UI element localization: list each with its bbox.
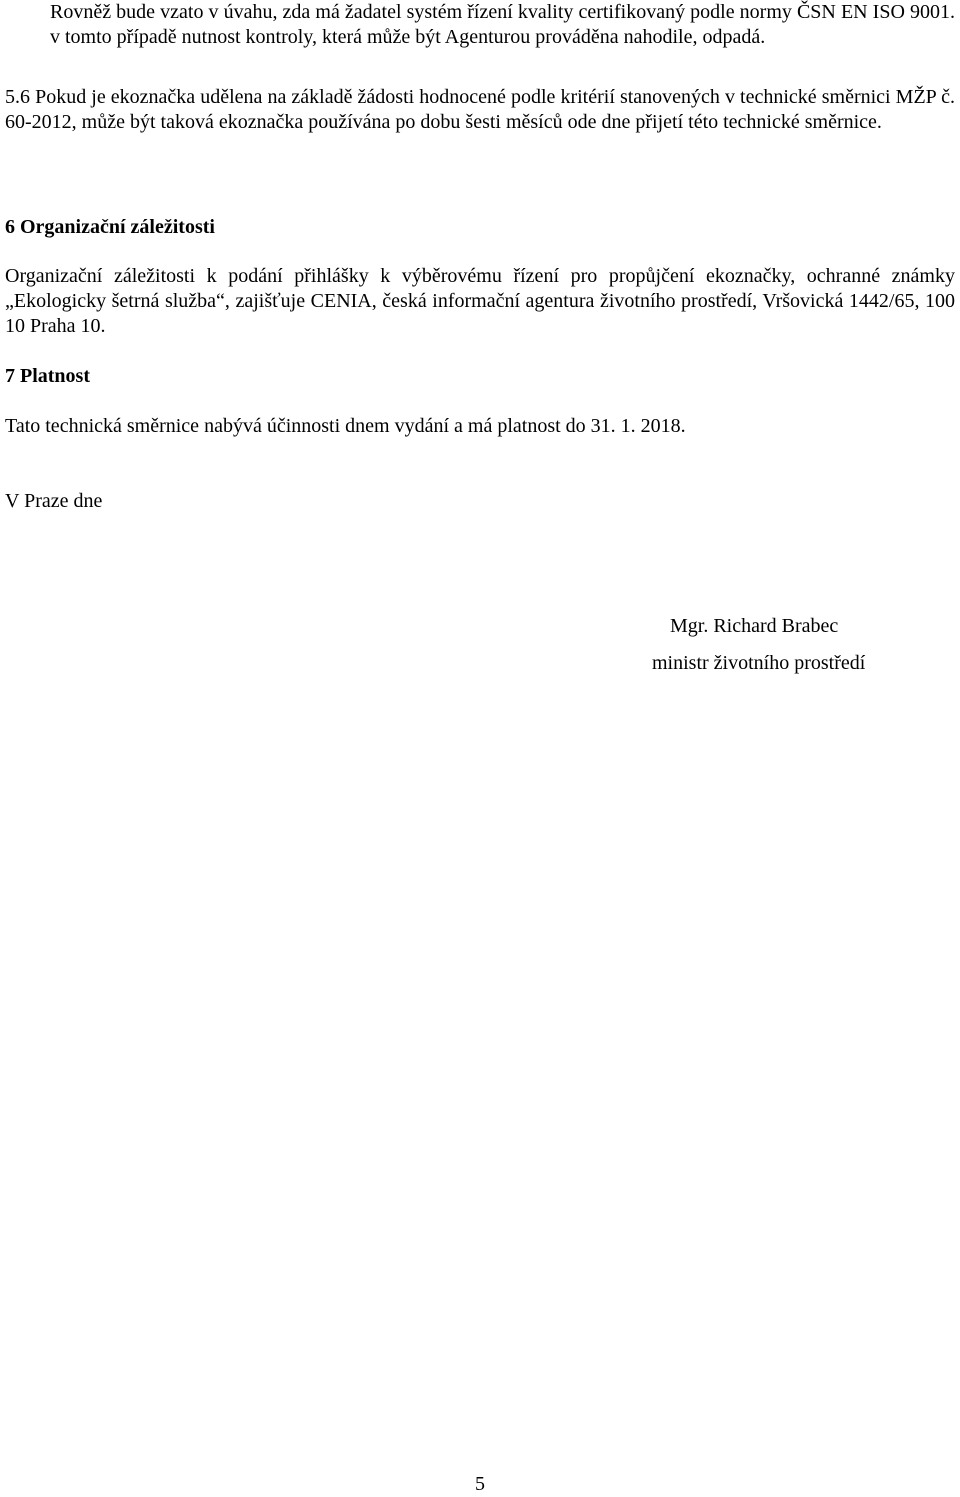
page-number: 5 [475,1473,485,1495]
signature-name: Mgr. Richard Brabec [670,615,839,637]
section-6-text: Organizační záležitosti k podání přihlášky k výběrovému řízení pro propůjčení ekoznačky, ochranné známky „Ekologicky šetrná služba“, zajišťuje CENIA, česká informační agentura životního prostředí, Vršovická 1442/65, 100 10 Praha 10. [5,265,955,337]
section-7-heading: 7 Platnost [5,365,90,387]
place-date-line: V Praze dne [5,490,103,512]
section-6-heading: 6 Organizační záležitosti [5,216,215,238]
paragraph-5-6: 5.6 Pokud je ekoznačka udělena na základě žádosti hodnocené podle kritérií stanovených v technické směrnici MŽP č. 60-2012, může být taková ekoznačka používána po dobu šesti měsíců ode dne přijetí této technické směrnice. [5,86,955,133]
paragraph-iso-certification: Rovněž bude vzato v úvahu, zda má žadatel systém řízení kvality certifikovaný podle normy ČSN EN ISO 9001. v tomto případě nutnost kontroly, která může být Agenturou prováděna nahodile, odpadá. [50,1,955,48]
section-7-text: Tato technická směrnice nabývá účinnosti dnem vydání a má platnost do 31. 1. 2018. [5,415,686,437]
signature-title: ministr životního prostředí [652,652,866,674]
